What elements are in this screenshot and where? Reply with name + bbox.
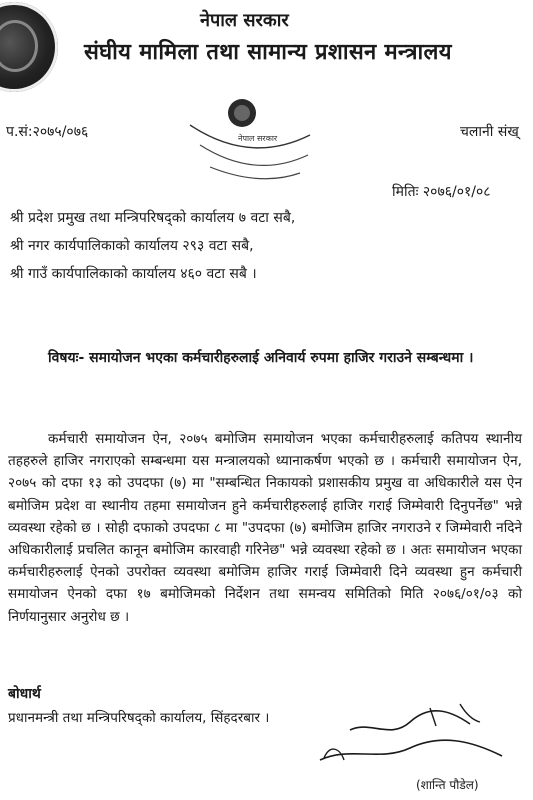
recipient-line: श्री नगर कार्यपालिकाको कार्यालय २९३ वटा सबै, — [10, 238, 254, 254]
reference-number: प.सं:२०७५/०७६ — [6, 124, 89, 140]
subject-label: विषयः- — [48, 350, 85, 366]
cc-line: प्रधानमन्त्री तथा मन्त्रिपरिषद्को कार्यालय, सिंहदरबार । — [8, 710, 270, 726]
svg-text:नेपाल सरकार: नेपाल सरकार — [238, 134, 278, 143]
outgoing-number-label: चलानी संख् — [460, 124, 519, 140]
government-name: नेपाल सरकार — [200, 10, 289, 31]
signer-name: (शान्ति पौडेल) — [416, 778, 479, 792]
subject-text: समायोजन भएका कर्मचारीहरुलाई अनिवार्य रुपमा हाजिर गराउने सम्बन्धमा । — [89, 350, 474, 366]
ministry-title: संघीय मामिला तथा सामान्य प्रशासन मन्त्रालय — [84, 40, 452, 65]
recipient-line: श्री प्रदेश प्रमुख तथा मन्त्रिपरिषद्को कार्यालय ७ वटा सबै, — [10, 210, 296, 226]
nepal-emblem-icon — [0, 2, 58, 92]
office-stamp — [180, 95, 320, 190]
subject-line — [48, 348, 473, 367]
handwritten-signature — [310, 700, 510, 772]
letter-body: कर्मचारी समायोजन ऐन, २०७५ बमोजिम समायोजन भएका कर्मचारीहरुलाई कतिपय स्थानीय तहहरुले हाजिर नगराएको सम्बन्धमा यस मन्त्रालयको ध्यानाकर्षण भएको छ । कर्मचारी समायोजन ऐन, २०७५ को दफा १३ को उपदफा (७) मा "सम्बन्धित निकायको प्रशासकीय प्रमुख वा अधिकारीले यस ऐन बमोजिम प्रदेश वा स्थानीय तहमा समायोजन हुने कर्मचारीहरुलाई हाजिर गराई जिम्मेवारी दिनुपर्नेछ" भन्ने व्यवस्था रहेको छ । सोही दफाको उपदफा ८ मा "उपदफा (७) बमोजिम हाजिर नगराउने र जिम्मेवारी नदिने अधिकारीलाई प्रचलित कानून बमोजिम कारवाही गरिनेछ" भन्ने व्यवस्था रहेको छ । अतः समायोजन भएका कर्मचारीहरुलाई ऐनको उपरोक्त व्यवस्था बमोजिम हाजिर गराई जिम्मेवारी दिने व्यवस्था हुन कर्मचारी समायोजन ऐनको दफा १७ बमोजिमको निर्देशन तथा समन्वय समितिको मिति २०७६/०१/०३ को निर्णयानुसार अनुरोध छ । — [8, 431, 522, 625]
letter-date: मितिः २०७६/०१/०८ — [392, 184, 491, 200]
recipient-line: श्री गाउँ कार्यपालिकाको कार्यालय ४६० वटा सबै । — [10, 266, 257, 282]
cc-heading: बोधार्थ — [8, 686, 41, 702]
